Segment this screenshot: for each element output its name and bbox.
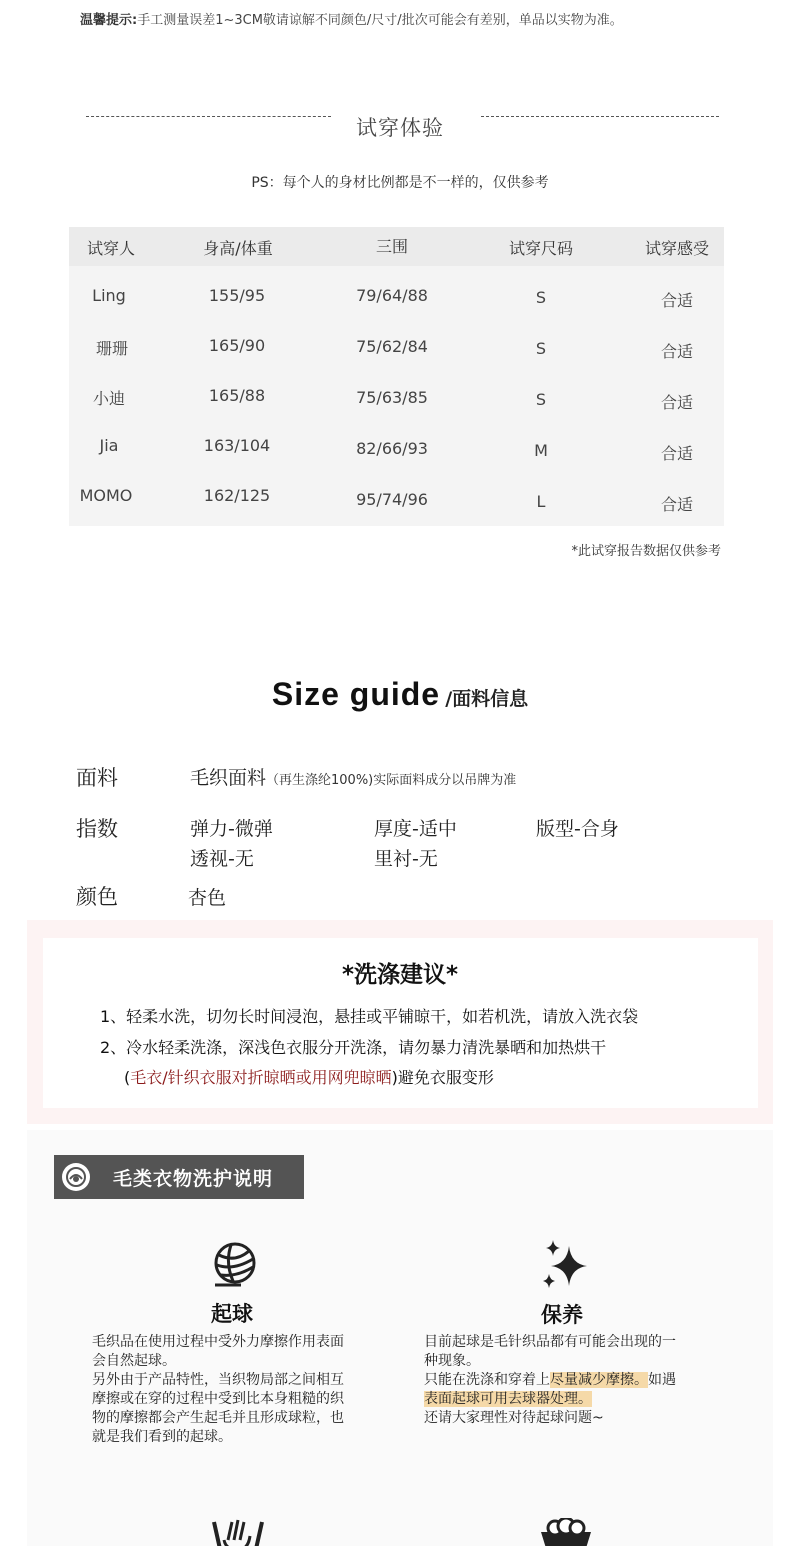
cell-feel: 合适 xyxy=(660,495,693,514)
trial-table xyxy=(69,227,724,526)
size-guide-small: /面料信息 xyxy=(445,688,529,710)
maintenance-highlight: 表面起球可用去球器处理。 xyxy=(424,1391,592,1407)
notice-body: 手工测量误差1~3CM敬请谅解不同颜色/尺寸/批次可能会有差别，单品以实物为准。 xyxy=(137,13,623,28)
fabric-label: 面料 xyxy=(76,766,118,790)
notice-text xyxy=(80,9,623,28)
wash-line-3-red: 毛衣/针织衣服对折晾晒或用网兜晾晒 xyxy=(130,1068,392,1087)
wash-title: *洗涤建议* xyxy=(341,962,459,988)
wash-line-3 xyxy=(124,1065,494,1088)
header-height-weight: 身高/体重 xyxy=(203,239,273,258)
cell-measurements: 79/64/88 xyxy=(356,286,428,305)
maintenance-line-part: 如遇 xyxy=(648,1372,676,1388)
maintenance-highlight: 尽量减少摩擦。 xyxy=(550,1372,648,1388)
maintenance-text xyxy=(424,1333,744,1428)
maintenance-title: 保养 xyxy=(541,1303,583,1327)
wash-line-1: 1、轻柔水洗，切勿长时间浸泡，悬挂或平铺晾干，如若机洗，请放入洗衣袋 xyxy=(100,1007,639,1026)
fabric-value: 毛织面料 xyxy=(190,767,267,789)
trial-note: *此试穿报告数据仅供参考 xyxy=(571,544,721,559)
care-title: 毛类衣物洗护说明 xyxy=(113,1168,274,1190)
cell-person: MOMO xyxy=(79,486,133,505)
cell-size: M xyxy=(534,441,548,460)
cell-height-weight: 163/104 xyxy=(203,436,271,455)
cell-height-weight: 165/90 xyxy=(208,336,266,355)
wash-line-2: 2、冷水轻柔洗涤，深浅色衣服分开洗涤，请勿暴力清洗暴晒和加热烘干 xyxy=(100,1038,607,1057)
cell-measurements: 82/66/93 xyxy=(356,439,428,458)
see-through-value: 透视-无 xyxy=(190,848,254,870)
lining-value: 里衬-无 xyxy=(374,848,438,870)
color-value: 杏色 xyxy=(188,887,227,909)
cell-measurements: 75/62/84 xyxy=(356,337,428,356)
pilling-line: 另外由于产品特性，当织物局部之间相互 xyxy=(92,1372,344,1388)
cell-height-weight: 162/125 xyxy=(203,486,271,505)
pilling-line: 会自然起球。 xyxy=(92,1353,176,1369)
cell-height-weight: 165/88 xyxy=(208,386,266,405)
trial-title: 试穿体验 xyxy=(356,116,444,140)
cell-person: 珊珊 xyxy=(95,339,128,358)
header-size: 试穿尺码 xyxy=(508,239,573,258)
fabric-value-row xyxy=(190,763,516,790)
maintenance-line: 还请大家理性对待起球问题~ xyxy=(424,1410,604,1426)
wool-badge-icon xyxy=(62,1163,90,1191)
maintenance-line xyxy=(424,1371,744,1390)
pilling-line: 物的摩擦都会产生起毛并且形成球粒，也 xyxy=(92,1410,344,1426)
cell-measurements: 75/63/85 xyxy=(356,388,428,407)
pilling-line: 就是我们看到的起球。 xyxy=(92,1429,232,1445)
sparkle-icon xyxy=(539,1238,593,1292)
color-label: 颜色 xyxy=(76,885,118,909)
elastic-value: 弹力-微弹 xyxy=(190,818,273,840)
cell-size: S xyxy=(535,390,547,409)
cell-feel: 合适 xyxy=(660,444,693,463)
notice-label: 温馨提示: xyxy=(80,13,138,28)
cell-person: Ling xyxy=(92,286,126,305)
header-feel: 试穿感受 xyxy=(644,239,709,258)
pilling-line: 毛织品在使用过程中受外力摩擦作用表面 xyxy=(92,1334,344,1350)
pilling-line: 摩擦或在穿的过程中受到比本身粗糙的织 xyxy=(92,1391,344,1407)
cell-person: Jia xyxy=(99,436,119,455)
header-person: 试穿人 xyxy=(86,239,135,258)
header-measurements: 三围 xyxy=(375,237,408,256)
wash-line-3-rest: )避免衣服变形 xyxy=(391,1068,494,1087)
trial-ps: PS：每个人的身材比例都是不一样的，仅供参考 xyxy=(251,175,549,191)
cell-size: L xyxy=(536,492,546,511)
hand-wash-icon xyxy=(210,1518,266,1546)
cell-feel: 合适 xyxy=(660,342,693,361)
size-guide-big: Size guide xyxy=(271,676,441,712)
pilling-text xyxy=(92,1333,392,1447)
fit-value: 版型-合身 xyxy=(536,818,619,840)
cell-feel: 合适 xyxy=(660,393,693,412)
cell-feel: 合适 xyxy=(660,291,693,310)
pilling-title: 起球 xyxy=(211,1302,253,1326)
cell-size: S xyxy=(535,339,547,358)
wash-tub-icon xyxy=(537,1518,595,1546)
maintenance-line-part: 只能在洗涤和穿着上 xyxy=(424,1372,550,1388)
fabric-detail: （再生涤纶100%)实际面料成分以吊牌为准 xyxy=(266,773,517,788)
cell-height-weight: 155/95 xyxy=(208,286,266,305)
wash-line-3-open: ( xyxy=(124,1068,131,1087)
yarn-ball-icon xyxy=(211,1241,259,1289)
cell-person: 小迪 xyxy=(92,389,125,408)
table-header xyxy=(69,227,724,266)
index-label: 指数 xyxy=(76,817,118,841)
cell-size: S xyxy=(535,288,547,307)
cell-measurements: 95/74/96 xyxy=(356,490,428,509)
maintenance-line: 目前起球是毛针织品都有可能会出现的一 xyxy=(424,1334,676,1350)
maintenance-line: 种现象。 xyxy=(424,1353,480,1369)
size-guide-title xyxy=(0,676,800,713)
thickness-value: 厚度-适中 xyxy=(374,818,457,840)
